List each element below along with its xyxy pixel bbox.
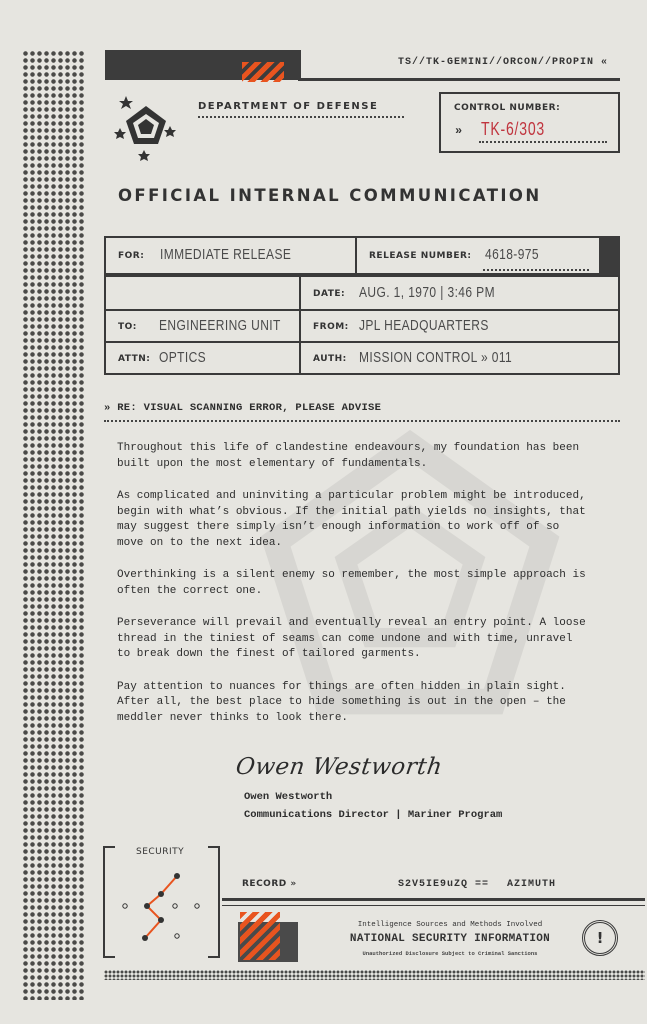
subject-underline	[104, 420, 620, 422]
auth-value: MISSION CONTROL » 011	[359, 349, 513, 366]
from-label: FROM:	[313, 322, 349, 332]
blank-cell	[104, 275, 301, 311]
header-rule	[298, 78, 620, 81]
for-cell	[104, 236, 357, 275]
alert-icon: !	[582, 920, 618, 956]
security-bracket-left	[103, 846, 115, 958]
document-title: OFFICIAL INTERNAL COMMUNICATION	[118, 186, 542, 205]
pentagon-logo-icon	[110, 96, 176, 164]
auth-cell	[299, 341, 620, 375]
control-number-label: CONTROL NUMBER:	[454, 103, 561, 113]
control-number-value: TK-6/303	[481, 119, 545, 139]
footer-hazard-stripe	[240, 912, 280, 960]
control-number-box	[439, 92, 620, 153]
from-cell	[299, 309, 620, 343]
control-number-underline	[479, 141, 607, 143]
release-underline	[483, 269, 589, 271]
handwritten-signature: Owen Westworth	[234, 754, 445, 780]
notice-top: Intelligence Sources and Methods Involved	[357, 921, 543, 929]
release-label: RELEASE NUMBER:	[369, 251, 472, 261]
azimuth-label: AZIMUTH	[507, 879, 557, 890]
signatory-name: Owen Westworth	[244, 791, 333, 803]
footer-rule-top	[222, 898, 645, 901]
date-label: DATE:	[313, 289, 346, 299]
security-constellation-icon	[115, 866, 210, 946]
halftone-border	[22, 50, 84, 1000]
notice-bottom: Unauthorized Disclosure Subject to Criminal Sanctions	[362, 950, 538, 957]
for-value: IMMEDIATE RELEASE	[160, 246, 292, 263]
release-cell	[355, 236, 601, 275]
department-label: DEPARTMENT OF DEFENSE	[198, 101, 379, 112]
to-cell	[104, 309, 301, 343]
attn-label: ATTN:	[118, 354, 151, 364]
to-value: ENGINEERING UNIT	[159, 317, 281, 334]
body-paragraph: Throughout this life of clandestine endeavours, my foundation has been built upon the most elementary of fundamentals.	[117, 442, 580, 470]
date-value: AUG. 1, 1970 | 3:46 PM	[359, 284, 495, 301]
signatory-title: Communications Director | Mariner Program	[244, 809, 503, 821]
attn-value: OPTICS	[159, 349, 207, 366]
body-paragraph: Overthinking is a silent enemy so remember, the most simple approach is often the correct one.	[117, 569, 586, 597]
message-body	[117, 441, 587, 743]
to-label: TO:	[118, 322, 137, 332]
from-value: JPL HEADQUARTERS	[359, 317, 489, 334]
for-label: FOR:	[118, 251, 145, 261]
release-dark-tab	[599, 236, 620, 275]
notice-main: NATIONAL SECURITY INFORMATION	[349, 933, 551, 945]
control-prefix: »	[455, 124, 463, 138]
record-code: S2V5IE9uZQ ==	[398, 879, 490, 890]
attn-cell	[104, 341, 301, 375]
department-underline	[198, 116, 404, 118]
body-paragraph: Pay attention to nuances for things are often hidden in plain sight. After all, the best place to hide something is out in the open – the meddler never thinks to look there.	[117, 680, 566, 724]
body-paragraph: As complicated and uninviting a particular problem might be introduced, begin with what’s obvious. If the initial path yields no insights, that may suggest there simply isn’t enough information to work off of so move on to the next idea.	[117, 490, 586, 549]
date-cell	[299, 275, 620, 311]
auth-label: AUTH:	[313, 354, 347, 364]
security-label: SECURITY	[136, 847, 185, 857]
record-label: RECORD »	[242, 879, 297, 889]
subject-line: » RE: VISUAL SCANNING ERROR, PLEASE ADVISE	[104, 402, 382, 414]
release-value: 4618-975	[485, 246, 539, 263]
header-hazard-stripe	[242, 62, 284, 82]
classification-marking: TS//TK-GEMINI//ORCON//PROPIN «	[398, 57, 609, 68]
footer-rule-thin	[222, 905, 645, 906]
body-paragraph: Perseverance will prevail and eventually reveal an entry point. A loose thread in the tiniest of seams can come undone and with time, unravel to break down the finest of tailored garments.	[117, 617, 586, 660]
footer-halftone-band	[104, 970, 645, 980]
